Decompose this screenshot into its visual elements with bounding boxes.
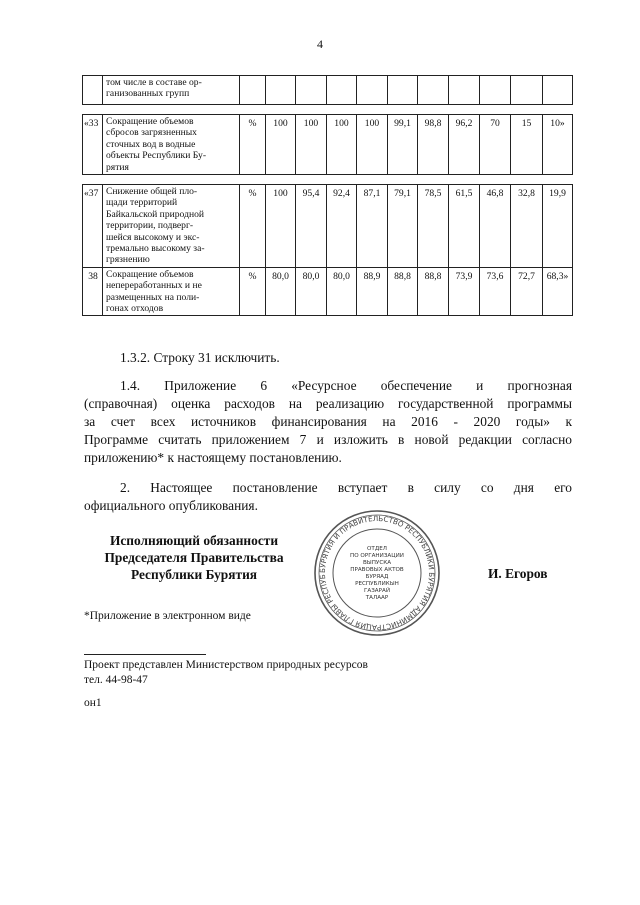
value-cell: 73,9 (449, 267, 480, 316)
seal-center-line: ГАЗАРАЙ (363, 588, 391, 594)
value-cell: 80,0 (327, 267, 357, 316)
value-cell: 100 (266, 185, 296, 268)
row-unit: % (240, 267, 266, 316)
signer-name: И. Егоров (488, 566, 548, 581)
value-cell: 88,9 (357, 267, 388, 316)
value-cell: 80,0 (266, 267, 296, 316)
value-cell: 100 (327, 115, 357, 175)
seal-center-line: РЕСПУБЛИКЫН (355, 581, 399, 587)
seal-graphic (312, 508, 442, 638)
seal-center-line: ОТДЕЛ (367, 546, 387, 552)
paragraph-line: Программе считать приложением 7 и изложить в новой редакции согласно (84, 432, 572, 447)
value-cell: 100 (296, 115, 327, 175)
signer-title-line: Исполняющий обязанности (109, 533, 279, 548)
signer-title-line: Председателя Правительства (104, 550, 284, 565)
seal-center-line: ВЫПУСКА (362, 560, 392, 566)
value-cell: 19,9 (543, 185, 573, 268)
value-cell: 96,2 (449, 115, 480, 175)
row-description (103, 267, 240, 316)
row-unit: % (240, 115, 266, 175)
seal-center-line: ТАЛААР (365, 595, 389, 601)
table-row (83, 185, 573, 268)
seal-outer-text: БУРЯТИЯ И ПРАВИТЕЛЬСТВО РЕСПУБЛИКИ БУРЯТИЯ АДМИНИСТРАЦИЯ ГЛАВЫ РЕСПУБ (317, 513, 437, 633)
signer-title (84, 532, 304, 583)
row-description-text: Снижение общей пло- щади территорий Байкальской природной территории, подверг- шейся высокому и экс- тремально высокому за- грязнению (106, 186, 205, 266)
paragraph-line: (справочная) оценка расходов на реализацию государственной программы (84, 396, 572, 411)
project-line: Проект представлен Министерством природных ресурсов (84, 659, 368, 671)
indicator-table-rows-37-38 (82, 184, 573, 316)
indicator-table-row-33 (82, 114, 573, 175)
value-cell: 46,8 (480, 185, 511, 268)
row-number: 38 (83, 267, 103, 316)
value-cell: 99,1 (388, 115, 418, 175)
footnote: *Приложение в электронном виде (84, 610, 251, 622)
value-cell: 95,4 (296, 185, 327, 268)
separator-line (84, 654, 206, 655)
table-row (83, 76, 573, 105)
paragraph-line: 1.4. Приложение 6 «Ресурсное обеспечение и прогнозная (120, 378, 572, 393)
row-number: «33 (83, 115, 103, 175)
paragraph-line: 2. Настоящее постановление вступает в силу со дня его (120, 480, 572, 495)
seal-inner-ring (333, 529, 421, 617)
paragraph-line: приложению* к настоящему постановлению. (84, 450, 342, 465)
row-description-text: Сокращение объемов непереработанных и не размещенных на поли- гонах отходов (106, 268, 202, 315)
value-cell: 70 (480, 115, 511, 175)
seal-outer-ring (315, 511, 439, 635)
signer-title-line: Республики Бурятия (130, 567, 258, 582)
seal-center-line: ПО ОРГАНИЗАЦИИ (350, 553, 404, 559)
document-code: он1 (84, 697, 102, 709)
row-description (103, 185, 240, 268)
project-phone: тел. 44-98-47 (84, 674, 148, 686)
value-cell: 100 (266, 115, 296, 175)
project-info (84, 658, 368, 688)
value-cell: 98,8 (418, 115, 449, 175)
row-description-text: Сокращение объемов сбросов загрязненных сточных вод в водные объекты Республики Бу- рятия (106, 116, 207, 173)
row-description (103, 115, 240, 175)
value-cell: 88,8 (388, 267, 418, 316)
row-number: «37 (83, 185, 103, 268)
table-row (83, 115, 573, 175)
value-cell: 68,3» (543, 267, 573, 316)
paragraph-line: за счет всех источников финансирования на 2016 - 2020 годы» к (84, 414, 572, 429)
seal-center-line: БУРЯАД (365, 574, 389, 580)
row-description (103, 76, 240, 105)
value-cell: 80,0 (296, 267, 327, 316)
value-cell: 73,6 (480, 267, 511, 316)
value-cell: 79,1 (388, 185, 418, 268)
row-description-text: том числе в составе ор- ганизованных групп (106, 77, 202, 100)
value-cell: 88,8 (418, 267, 449, 316)
value-cell: 72,7 (511, 267, 543, 316)
paragraph-1-4 (84, 377, 572, 467)
value-cell: 78,5 (418, 185, 449, 268)
value-cell: 32,8 (511, 185, 543, 268)
table-row (83, 267, 573, 316)
value-cell: 92,4 (327, 185, 357, 268)
value-cell: 61,5 (449, 185, 480, 268)
official-seal (312, 508, 442, 638)
paragraph-1-3-2: 1.3.2. Строку 31 исключить. (120, 350, 280, 365)
seal-center-text (350, 546, 404, 601)
value-cell: 15 (511, 115, 543, 175)
paragraph-line: официального опубликования. (84, 498, 258, 513)
value-cell: 87,1 (357, 185, 388, 268)
seal-center-line: ПРАВОВЫХ АКТОВ (350, 567, 404, 573)
row-unit: % (240, 185, 266, 268)
indicator-table-continuation (82, 75, 573, 105)
value-cell: 100 (357, 115, 388, 175)
page-number: 4 (317, 37, 323, 51)
value-cell: 10» (543, 115, 573, 175)
